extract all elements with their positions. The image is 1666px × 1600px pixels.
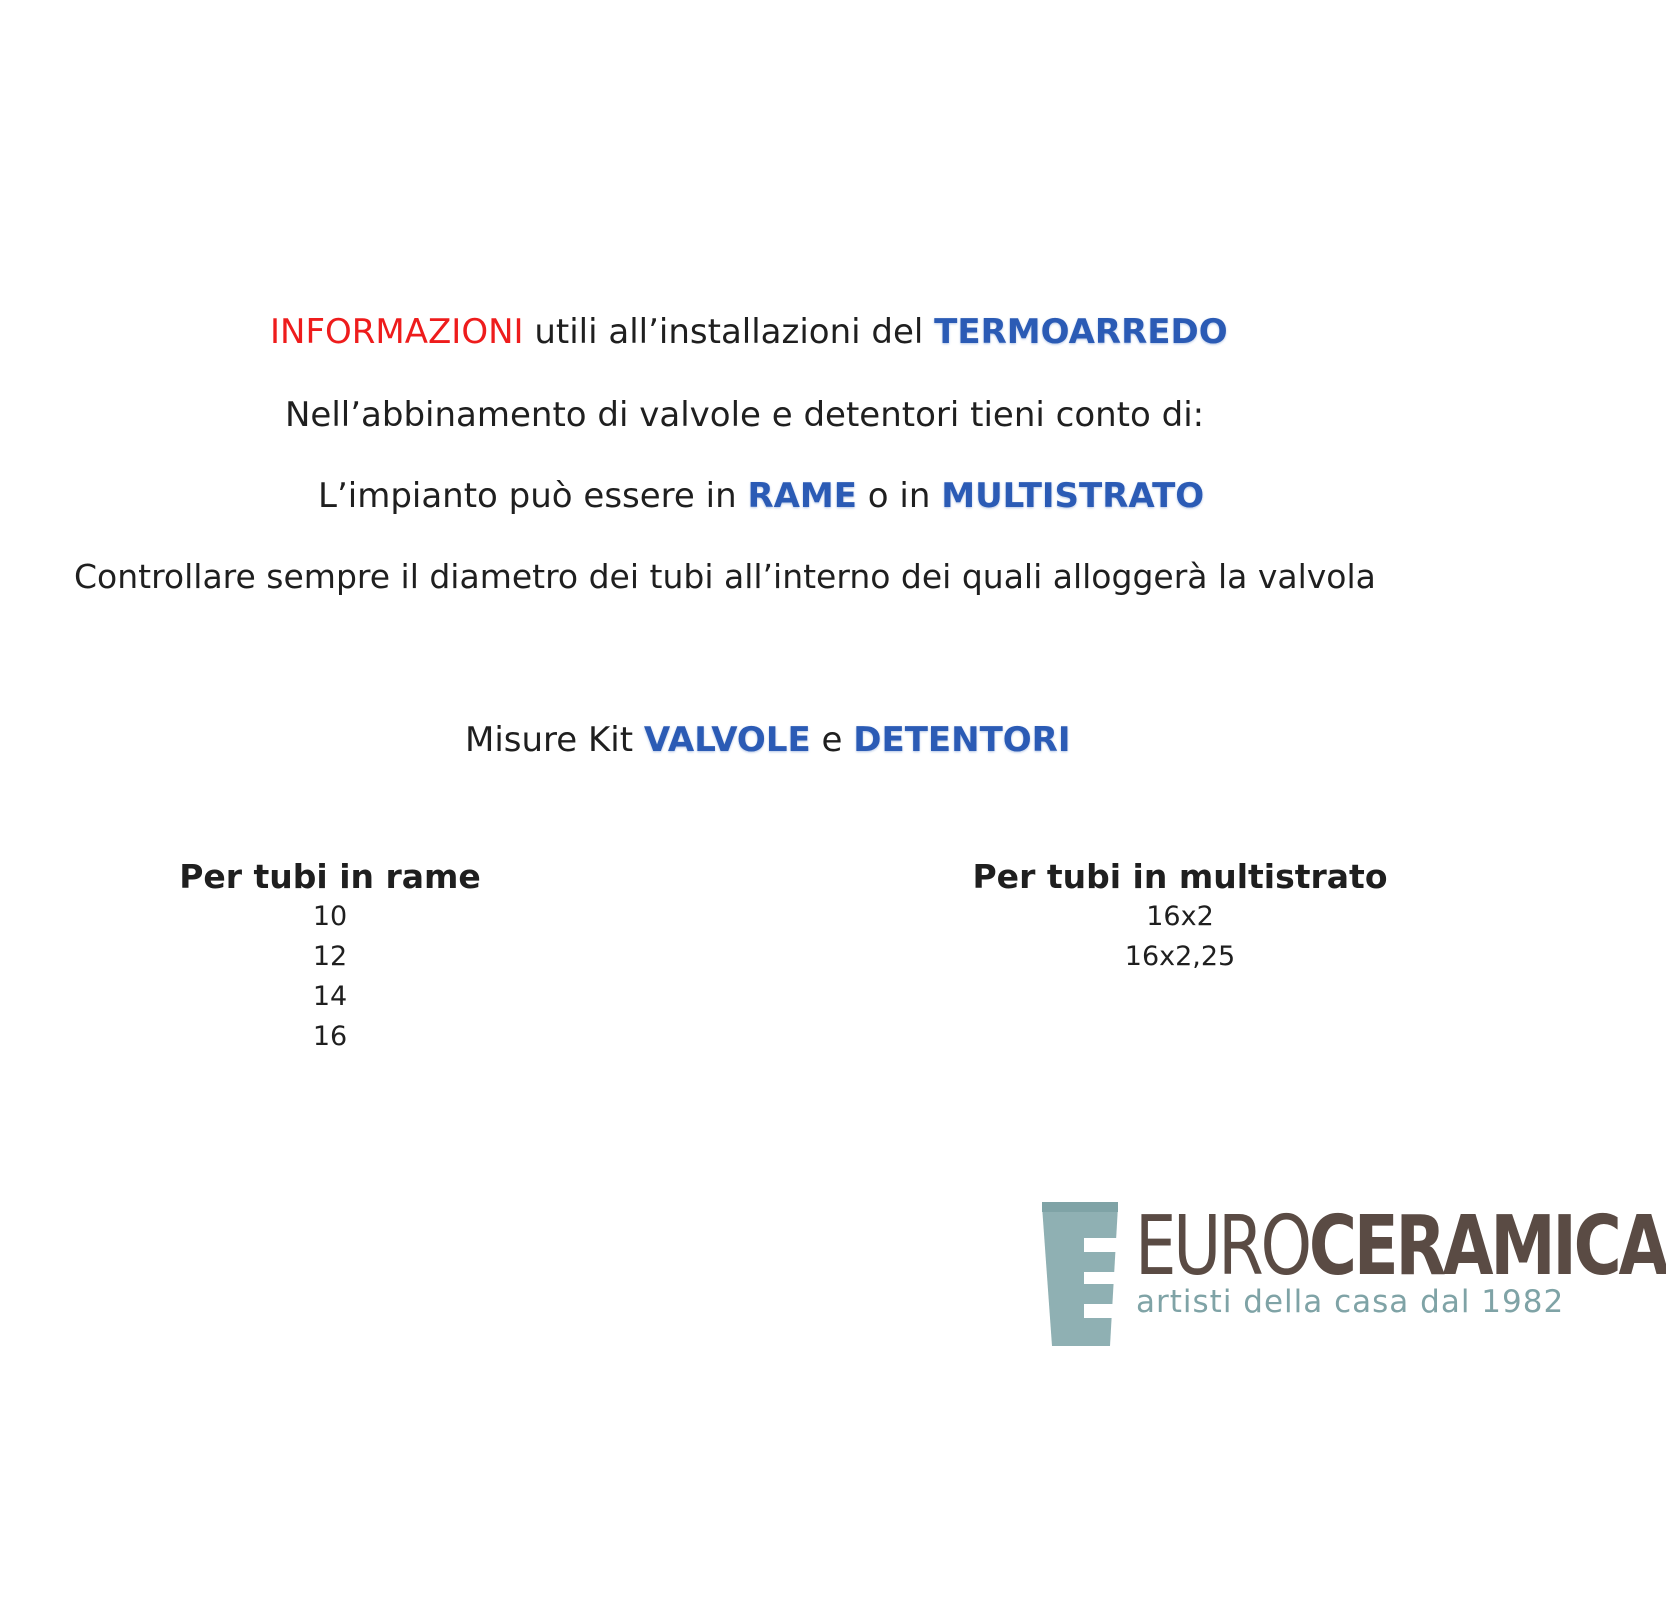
info-line-impianto: [318, 474, 1204, 518]
logo-brand: [1135, 1199, 1666, 1294]
info-line-abbinamento: [285, 393, 1204, 437]
list-item: 16x2,25: [1124, 941, 1236, 972]
list-item: 10: [312, 901, 348, 932]
info-line-abbinamento-text: Nell’abbinamento di valvole e detentori tieni conto di:: [285, 395, 1205, 435]
info-heading-middle: utili all’installazioni del: [523, 312, 935, 352]
kit-title: [465, 718, 1071, 762]
list-item: 12: [312, 941, 348, 972]
cup-e-icon: [1040, 1200, 1120, 1350]
info-line-impianto-start: L’impianto può essere in: [318, 476, 748, 516]
info-heading-informazioni: INFORMAZIONI: [270, 312, 524, 352]
info-line-multistrato: MULTISTRATO: [941, 476, 1205, 516]
info-line-rame: RAME: [747, 476, 857, 516]
info-line-controllare: [74, 555, 1376, 599]
eurocermica-logo: [1040, 1199, 1666, 1350]
logo-tagline: artisti della casa dal 1982: [1136, 1284, 1565, 1320]
kit-title-e: e: [810, 720, 854, 760]
logo-brand-ceramica: CERAMICA: [1308, 1199, 1666, 1294]
column-multistrato-heading: Per tubi in multistrato: [972, 857, 1388, 896]
list-item: 16: [312, 1021, 348, 1052]
column-multistrato: [940, 855, 1420, 977]
kit-title-start: Misure Kit: [465, 720, 644, 760]
list-item: 14: [312, 981, 348, 1012]
info-heading-termoarredo: TERMOARREDO: [934, 312, 1228, 352]
list-item: 16x2: [1146, 901, 1214, 932]
logo-brand-euro: EURO: [1135, 1199, 1309, 1294]
info-line-controllare-text: Controllare sempre il diametro dei tubi all’interno dei quali alloggerà la valvola: [74, 557, 1376, 596]
info-heading: [270, 310, 1228, 354]
column-rame-heading: Per tubi in rame: [179, 857, 481, 896]
kit-title-valvole: VALVOLE: [643, 720, 811, 760]
info-line-o-in: o in: [857, 476, 942, 516]
kit-title-detentori: DETENTORI: [853, 720, 1071, 760]
column-rame: [130, 855, 530, 1057]
